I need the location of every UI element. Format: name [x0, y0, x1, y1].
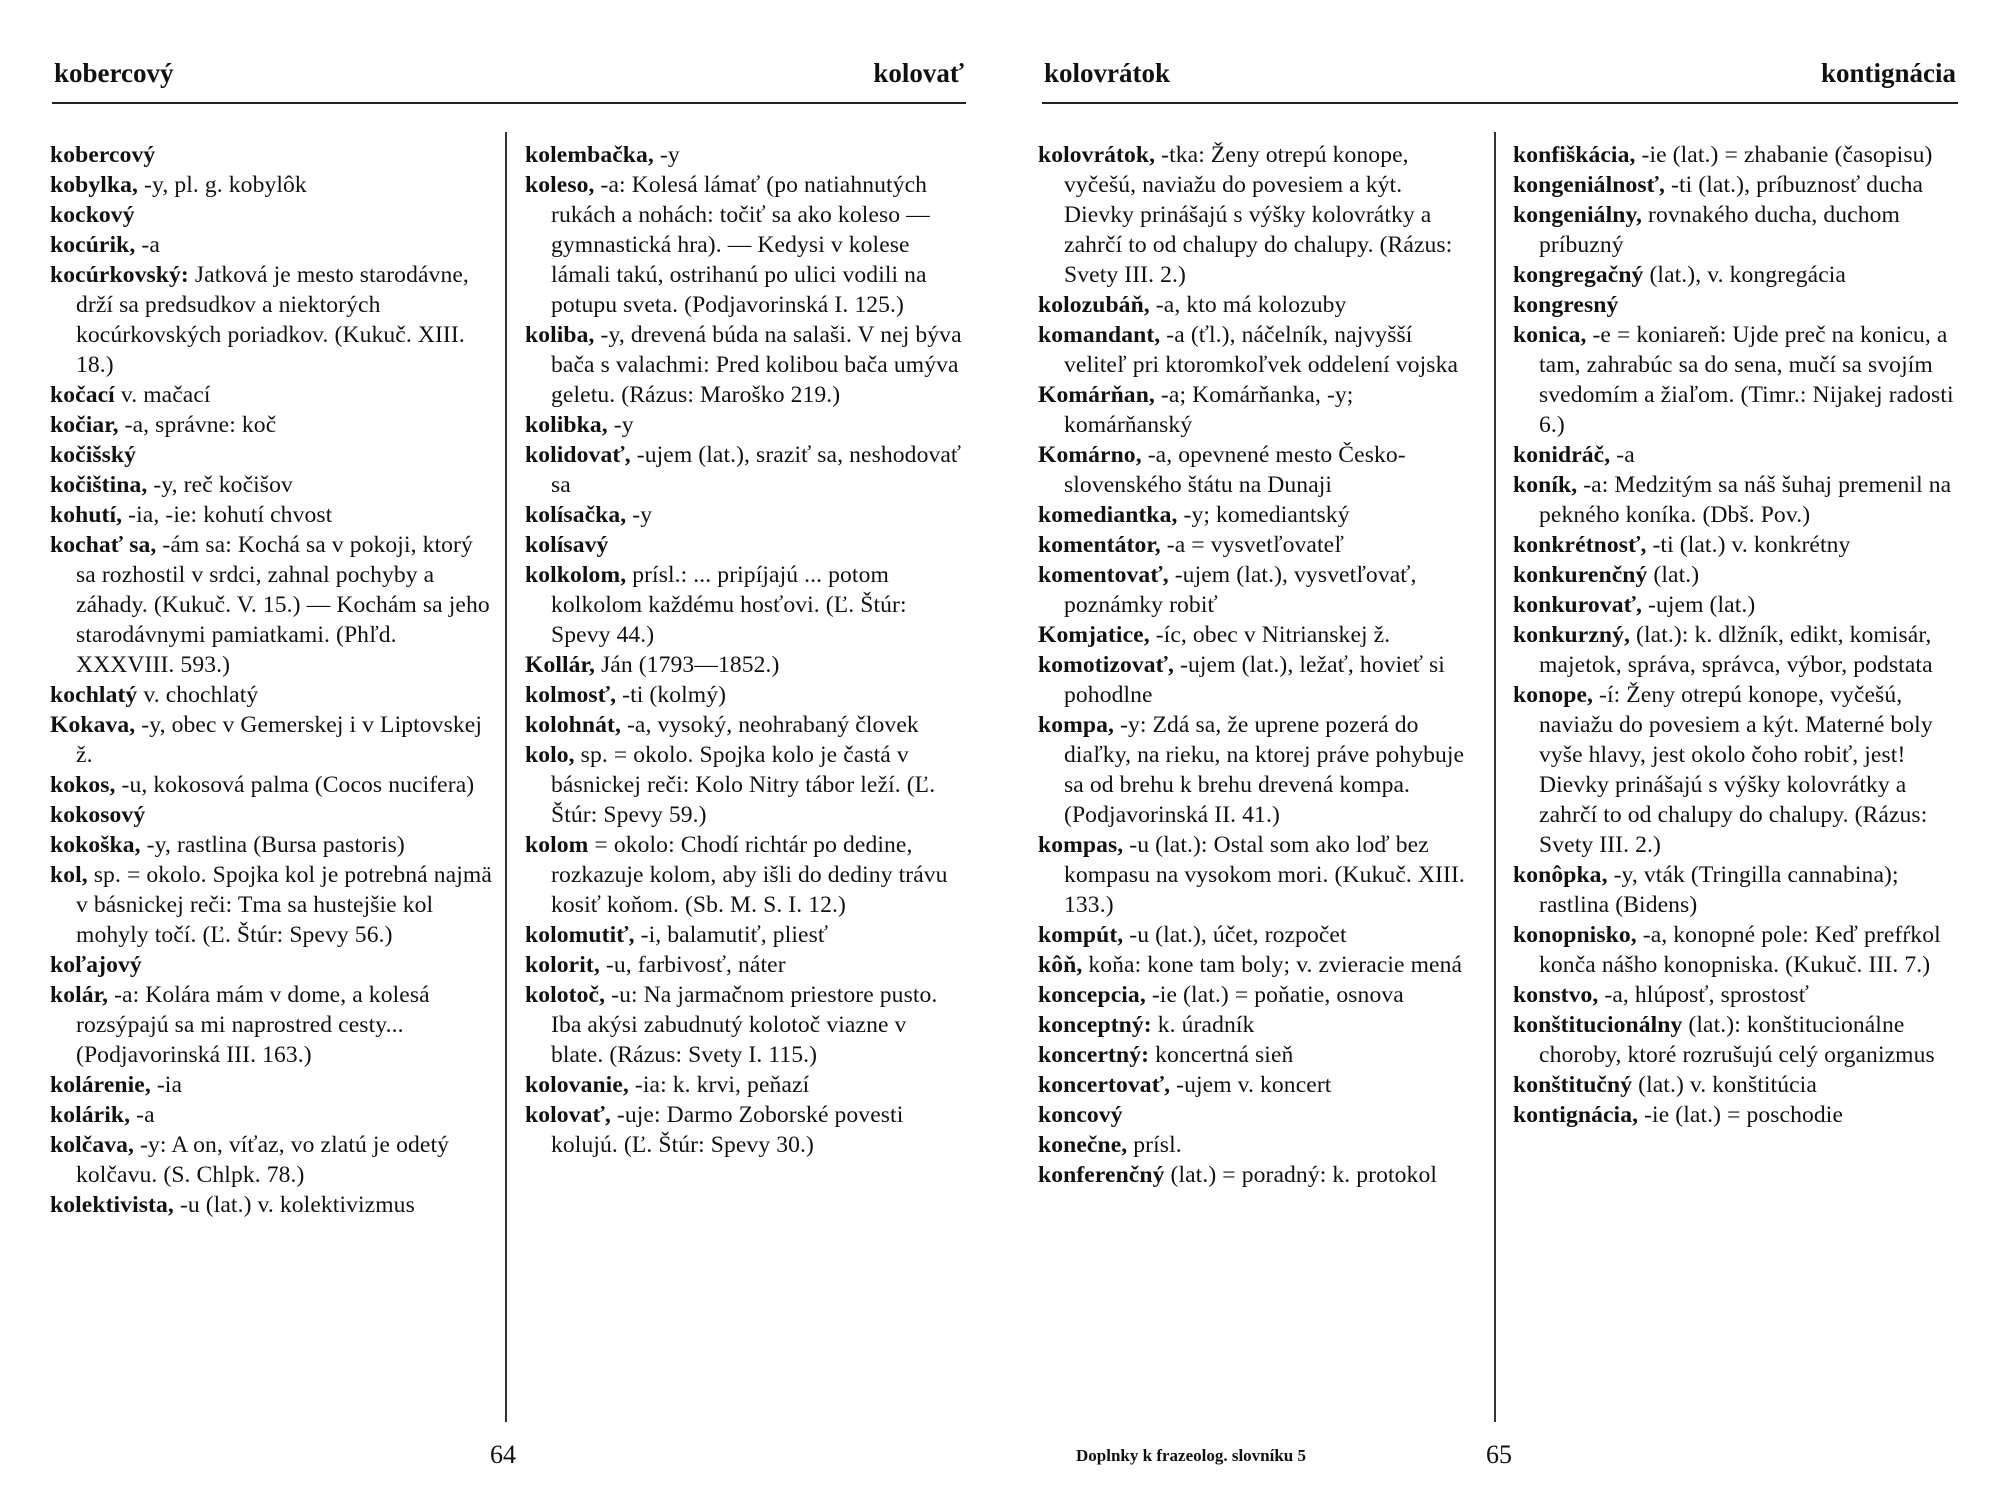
dictionary-entry — [525, 1070, 963, 1100]
entry-text: -í: Ženy otrepú konope, vyčešú, naviažu do povesiem a kýt. Materné boly vyše hlavy, jest okolo čoho robiť, jest! Dievky prinášajú s výšky kolovrátky a zahrčí to od chalupy do chalupy. (Rázus: Svety III. 2.) — [1539, 682, 1933, 858]
dictionary-entry — [1038, 1160, 1476, 1190]
entry-text: -ujem v. koncert — [1170, 1072, 1332, 1098]
dictionary-entry — [1038, 1070, 1476, 1100]
headword: kol, — [50, 862, 88, 888]
entry-text: -ie (lat.) = poschodie — [1638, 1102, 1844, 1128]
entry-text: -ia, -ie: kohutí chvost — [122, 502, 333, 528]
headword: konečne, — [1038, 1132, 1128, 1158]
dictionary-entry — [525, 650, 963, 680]
entry-text: sp. = okolo. Spojka kolo je častá v básnickej reči: Kolo Nitry tábor leží. (Ľ. Štúr: Spevy 59.) — [551, 742, 936, 828]
headword: koľajový — [50, 952, 142, 978]
entry-text: -u, farbivosť, náter — [599, 952, 786, 978]
dictionary-entry — [1038, 500, 1476, 530]
headword: kockový — [50, 202, 135, 228]
page-number: 64 — [490, 1440, 516, 1469]
dictionary-entry — [525, 980, 963, 1070]
headword: koncový — [1038, 1102, 1123, 1128]
headword: kochlatý — [50, 682, 138, 708]
headword: kongregačný — [1513, 262, 1644, 288]
headword: kolísavý — [525, 532, 609, 558]
entry-text: = okolo: Chodí richtár po dedine, rozkazuje kolom, aby išli do dediny trávu kosiť koňom. (Sb. M. S. I. 12.) — [551, 832, 948, 918]
headword: kolárik, — [50, 1102, 131, 1128]
dictionary-entry — [1038, 380, 1476, 440]
dictionary-entry — [525, 680, 963, 710]
dictionary-entry — [50, 260, 498, 380]
entry-text: v. mačací — [114, 382, 211, 408]
dictionary-entry — [50, 500, 498, 530]
entry-text: (lat.) — [1647, 562, 1700, 588]
entry-text: -y, drevená búda na salaši. V nej býva bača s valachmi: Pred kolibou bača umýva geletu. (Rázus: Maroško 219.) — [551, 322, 962, 408]
dictionary-entry — [50, 1130, 498, 1190]
headword: konopnisko, — [1513, 922, 1637, 948]
entry-text: -y, rastlina (Bursa pastoris) — [140, 832, 405, 858]
entry-text: -y — [653, 142, 680, 168]
column-divider — [505, 132, 507, 1422]
dictionary-entry — [50, 950, 498, 980]
entry-text: (lat.): k. dlžník, edikt, komisár, majetok, správa, správca, výbor, podstata — [1539, 622, 1933, 678]
column-divider — [1494, 132, 1496, 1422]
dictionary-entry — [525, 440, 963, 500]
headword: konkurovať, — [1513, 592, 1643, 618]
running-head-first-word: kobercový — [54, 58, 174, 88]
entry-text: -y — [607, 412, 634, 438]
entry-text: -a: Kolesá lámať (po natiahnutých rukách a nohách: točiť sa ako koleso — gymnastická hra). — Kedysi v kolese lámali takú, ostrihanú po ulici vodili na potupu sveta. (Podjavorinská I. 125.) — [551, 172, 930, 318]
headword: kolár, — [50, 982, 109, 1008]
headword: konope, — [1513, 682, 1594, 708]
dictionary-entry — [525, 410, 963, 440]
dictionary-entry — [50, 170, 498, 200]
dictionary-entry — [1038, 920, 1476, 950]
headword: koliba, — [525, 322, 595, 348]
headword: kočišský — [50, 442, 137, 468]
entry-text: -ujem (lat.), vysvetľovať, poznámky robiť — [1064, 562, 1417, 618]
dictionary-entry — [50, 1100, 498, 1130]
entry-text: -y, reč kočišov — [147, 472, 293, 498]
dictionary-entry — [525, 560, 963, 650]
headword: kolom — [525, 832, 589, 858]
dictionary-entry — [1513, 680, 1961, 860]
dictionary-entry — [1513, 170, 1961, 200]
dictionary-entry — [50, 530, 498, 680]
headword: konkurzný, — [1513, 622, 1631, 648]
entry-text: -a, konopné pole: Keď prefŕkol konča nášho konopniska. (Kukuč. III. 7.) — [1539, 922, 1941, 978]
headword: koník, — [1513, 472, 1578, 498]
dictionary-entry — [1038, 1010, 1476, 1040]
headword: kočiar, — [50, 412, 119, 438]
running-head — [54, 58, 964, 98]
dictionary-entry — [1513, 980, 1961, 1010]
headword: kohutí, — [50, 502, 123, 528]
dictionary-entry — [1513, 440, 1961, 470]
entry-text: (lat.), v. kongregácia — [1643, 262, 1846, 288]
dictionary-entry — [50, 200, 498, 230]
dictionary-entry — [1038, 950, 1476, 980]
entry-text: -ti (kolmý) — [616, 682, 727, 708]
entry-text: -ujem (lat.) — [1642, 592, 1756, 618]
entry-text: -y — [626, 502, 653, 528]
headword: konkurenčný — [1513, 562, 1648, 588]
entry-text: -y, obec v Gemerskej i v Liptovskej ž. — [76, 712, 482, 768]
entry-text: prísl.: ... pripíjajú ... potom kolkolom každému hosťovi. (Ľ. Štúr: Spevy 44.) — [551, 562, 907, 648]
dictionary-entry — [525, 170, 963, 320]
headword: Komárňan, — [1038, 382, 1155, 408]
entry-text: koňa: kone tam boly; v. zvieracie mená — [1082, 952, 1463, 978]
headword: Kokava, — [50, 712, 136, 738]
headword: kolidovať, — [525, 442, 631, 468]
entry-text: -ujem (lat.), ležať, hovieť si pohodlne — [1064, 652, 1445, 708]
headword: kolozubáň, — [1038, 292, 1150, 318]
dictionary-entry — [1038, 980, 1476, 1010]
headword: kôň, — [1038, 952, 1083, 978]
dictionary-entry — [1513, 530, 1961, 560]
dictionary-entry — [50, 440, 498, 470]
dictionary-column — [1513, 140, 1961, 1130]
headword: kolektivista, — [50, 1192, 174, 1218]
headword: konceptný: — [1038, 1012, 1152, 1038]
entry-text: -ti (lat.), príbuznosť ducha — [1665, 172, 1924, 198]
entry-text: koncertná sieň — [1149, 1042, 1294, 1068]
headword: kontignácia, — [1513, 1102, 1639, 1128]
dictionary-entry — [50, 860, 498, 950]
entry-text: -y: Zdá sa, že uprene pozerá do diaľky, na rieku, na ktorej práve pohybuje sa od brehu k brehu drevená kompa. (Podjavorinská II. 41.) — [1064, 712, 1465, 828]
entry-text: -y, vták (Tringilla cannabina); rastlina (Bidens) — [1539, 862, 1899, 918]
dictionary-entry — [1038, 650, 1476, 710]
dictionary-column — [50, 140, 498, 1220]
dictionary-entry — [1038, 140, 1476, 290]
headword: kolorit, — [525, 952, 600, 978]
dictionary-entry — [1513, 260, 1961, 290]
entry-text: Jatková je mesto starodávne, drží sa predsudkov a niektorých kocúrkovských poriadkov. (Kukuč. XIII. 18.) — [76, 262, 469, 378]
dictionary-entry — [1513, 320, 1961, 440]
entry-text: -a, kto má kolozuby — [1149, 292, 1347, 318]
dictionary-entry — [50, 1190, 498, 1220]
headword: kolovrátok, — [1038, 142, 1156, 168]
headword: kobercový — [50, 142, 156, 168]
headword: kolčava, — [50, 1132, 135, 1158]
entry-text: -a, vysoký, neohrabaný človek — [620, 712, 919, 738]
entry-text: -uje: Darmo Zoborské povesti kolujú. (Ľ. Štúr: Spevy 30.) — [551, 1102, 904, 1158]
dictionary-entry — [525, 320, 963, 410]
dictionary-entry — [1513, 140, 1961, 170]
headword: kongresný — [1513, 292, 1619, 318]
entry-text: -u (lat.), účet, rozpočet — [1123, 922, 1347, 948]
entry-text: -ti (lat.) v. konkrétny — [1646, 532, 1851, 558]
headword: kokoška, — [50, 832, 141, 858]
headword: kolohnát, — [525, 712, 621, 738]
dictionary-entry — [525, 740, 963, 830]
headword: kongeniálny, — [1513, 202, 1643, 228]
entry-text: sp. = okolo. Spojka kol je potrebná najmä v básnickej reči: Tma sa hustejšie kol mohyly točí. (Ľ. Štúr: Spevy 56.) — [76, 862, 492, 948]
headword: kobylka, — [50, 172, 139, 198]
dictionary-entry — [50, 770, 498, 800]
entry-text: -a, opevnené mesto Česko-slovenského štátu na Dunaji — [1064, 442, 1406, 498]
entry-text: (lat.): konštitucionálne choroby, ktoré rozrušujú celý organizmus — [1539, 1012, 1935, 1068]
headword: kočací — [50, 382, 115, 408]
headword: kokos, — [50, 772, 116, 798]
dictionary-entry — [1513, 200, 1961, 260]
page-number: 65 — [1486, 1440, 1512, 1469]
headword: Kollár, — [525, 652, 595, 678]
entry-text: -y: A on, víťaz, vo zlatú je odetý kolčavu. (S. Chlpk. 78.) — [76, 1132, 450, 1188]
entry-text: -a — [1610, 442, 1635, 468]
dictionary-entry — [1513, 290, 1961, 320]
headword: konferenčný — [1038, 1162, 1165, 1188]
headword: kolotoč, — [525, 982, 606, 1008]
entry-text: -ie (lat.) = poňatie, osnova — [1145, 982, 1404, 1008]
entry-text: (lat.) = poradný: k. protokol — [1164, 1162, 1438, 1188]
entry-text: -y; komediantský — [1177, 502, 1350, 528]
entry-text: -a, hlúposť, sprostosť — [1598, 982, 1809, 1008]
dictionary-entry — [50, 1070, 498, 1100]
entry-text: rovnakého ducha, duchom príbuzný — [1539, 202, 1900, 258]
entry-text: -e = koniareň: Ujde preč na konicu, a tam, zahrabúc sa do sena, mučí sa svojím svedomím a žiaľom. (Timr.: Nijakej radosti 6.) — [1539, 322, 1954, 438]
headword: koleso, — [525, 172, 595, 198]
dictionary-entry — [1038, 530, 1476, 560]
dictionary-entry — [50, 710, 498, 770]
headword: kočiština, — [50, 472, 148, 498]
entry-text: -tka: Ženy otrepú konope, vyčešú, naviažu do povesiem a kýt. Dievky prinášajú s výšky kolovrátky a zahrčí to od chalupy do chalupy. (Rázus: Svety III. 2.) — [1064, 142, 1453, 288]
dictionary-column — [525, 140, 963, 1160]
entry-text: -ám sa: Kochá sa v pokoji, ktorý sa rozhostil v srdci, zahnal pochyby a záhady. (Kukuč. V. 15.) — Kochám sa jeho starodávnymi pamiatkami. (Phľd. XXXVIII. 593.) — [76, 532, 490, 678]
headword: kolovať, — [525, 1102, 611, 1128]
entry-text: -u (lat.) v. kolektivizmus — [173, 1192, 415, 1218]
dictionary-entry — [525, 140, 963, 170]
headword: Komjatice, — [1038, 622, 1150, 648]
headword: konštitucionálny — [1513, 1012, 1683, 1038]
entry-text: -íc, obec v Nitrianskej ž. — [1149, 622, 1391, 648]
headword: konica, — [1513, 322, 1587, 348]
dictionary-entry — [1513, 920, 1961, 980]
headword: kolmosť, — [525, 682, 617, 708]
dictionary-entry — [1038, 1040, 1476, 1070]
headword: Komárno, — [1038, 442, 1142, 468]
headword: koncepcia, — [1038, 982, 1146, 1008]
entry-text: -a — [135, 232, 160, 258]
dictionary-entry — [1513, 860, 1961, 920]
dictionary-entry — [50, 140, 498, 170]
headword: kolo, — [525, 742, 575, 768]
dictionary-entry — [525, 530, 963, 560]
dictionary-entry — [1038, 560, 1476, 620]
running-head-last-word: kolovať — [873, 58, 964, 88]
headword: komediantka, — [1038, 502, 1178, 528]
headword: konfiškácia, — [1513, 142, 1636, 168]
dictionary-entry — [1038, 1130, 1476, 1160]
entry-text: -u, kokosová palma (Cocos nucifera) — [115, 772, 475, 798]
entry-text: -a (ťl.), náčelník, najvyšší veliteľ pri ktoromkoľvek oddelení vojska — [1064, 322, 1459, 378]
entry-text: v. chochlatý — [137, 682, 259, 708]
headword: komotizovať, — [1038, 652, 1175, 678]
entry-text: -ia — [150, 1072, 183, 1098]
dictionary-entry — [50, 230, 498, 260]
headword: koncertovať, — [1038, 1072, 1171, 1098]
dictionary-entry — [50, 830, 498, 860]
dictionary-entry — [525, 710, 963, 740]
head-rule — [1042, 102, 1958, 104]
headword: kocúrkovský: — [50, 262, 189, 288]
headword: komentovať, — [1038, 562, 1169, 588]
headword: kokosový — [50, 802, 146, 828]
entry-text: Ján (1793—1852.) — [594, 652, 780, 678]
headword: kolibka, — [525, 412, 608, 438]
headword: konidráč, — [1513, 442, 1611, 468]
dictionary-entry — [525, 1100, 963, 1160]
dictionary-entry — [1038, 440, 1476, 500]
dictionary-entry — [50, 980, 498, 1070]
dictionary-entry — [50, 800, 498, 830]
headword: konstvo, — [1513, 982, 1599, 1008]
dictionary-entry — [1513, 1070, 1961, 1100]
headword: kongeniálnosť, — [1513, 172, 1666, 198]
entry-text: -a = vysvetľovateľ — [1160, 532, 1344, 558]
entry-text: -u: Na jarmačnom priestore pusto. Iba akýsi zabudnutý kolotoč viazne v blate. (Rázus: Svety I. 115.) — [551, 982, 938, 1068]
headword: kochať sa, — [50, 532, 157, 558]
dictionary-entry — [1038, 620, 1476, 650]
running-head-first-word: kolovrátok — [1044, 58, 1171, 88]
headword: kolovanie, — [525, 1072, 629, 1098]
headword: kolárenie, — [50, 1072, 151, 1098]
dictionary-entry — [1513, 1100, 1961, 1130]
entry-text: -a: Kolára mám v dome, a kolesá rozsýpajú sa mi naprostred cesty... (Podjavorinská III. 163.) — [76, 982, 430, 1068]
entry-text: -a: Medzitým sa náš šuhaj premenil na pekného koníka. (Dbš. Pov.) — [1539, 472, 1952, 528]
headword: kompút, — [1038, 922, 1124, 948]
headword: koncertný: — [1038, 1042, 1150, 1068]
headword: konôpka, — [1513, 862, 1608, 888]
headword: kompa, — [1038, 712, 1114, 738]
entry-text: prísl. — [1127, 1132, 1182, 1158]
headword: kolomutiť, — [525, 922, 635, 948]
dictionary-entry — [1038, 710, 1476, 830]
dictionary-entry — [50, 380, 498, 410]
headword: kolkolom, — [525, 562, 627, 588]
dictionary-entry — [1038, 1100, 1476, 1130]
entry-text: (lat.) v. konštitúcia — [1632, 1072, 1817, 1098]
entry-text: -a; Komárňanka, -y; komárňanský — [1064, 382, 1354, 438]
dictionary-entry — [1513, 560, 1961, 590]
dictionary-entry — [525, 830, 963, 920]
dictionary-entry — [50, 470, 498, 500]
dictionary-entry — [50, 680, 498, 710]
dictionary-column — [1038, 140, 1476, 1190]
head-rule — [52, 102, 966, 104]
entry-text: -i, balamutiť, pliesť — [634, 922, 829, 948]
right-page — [998, 0, 1996, 1500]
dictionary-entry — [1038, 830, 1476, 920]
dictionary-entry — [525, 950, 963, 980]
headword: komentátor, — [1038, 532, 1161, 558]
dictionary-entry — [1038, 290, 1476, 320]
dictionary-entry — [50, 410, 498, 440]
headword: konkrétnosť, — [1513, 532, 1647, 558]
entry-text: -y, pl. g. kobylôk — [138, 172, 307, 198]
entry-text: -a, správne: koč — [118, 412, 277, 438]
dictionary-entry — [525, 920, 963, 950]
dictionary-entry — [525, 500, 963, 530]
entry-text: -ujem (lat.), sraziť sa, neshodovať sa — [551, 442, 962, 498]
entry-text: -ie (lat.) = zhabanie (časopisu) — [1635, 142, 1933, 168]
dictionary-entry — [1513, 590, 1961, 620]
dictionary-entry — [1513, 470, 1961, 530]
entry-text: -a — [130, 1102, 155, 1128]
dictionary-entry — [1513, 1010, 1961, 1070]
headword: komandant, — [1038, 322, 1161, 348]
headword: kolísačka, — [525, 502, 627, 528]
entry-text: -u (lat.): Ostal som ako loď bez kompasu na vysokom mori. (Kukuč. XIII. 133.) — [1064, 832, 1465, 918]
headword: kolembačka, — [525, 142, 654, 168]
headword: kocúrik, — [50, 232, 136, 258]
running-head — [1044, 58, 1956, 98]
headword: konštitučný — [1513, 1072, 1633, 1098]
running-head-last-word: kontignácia — [1820, 58, 1956, 88]
entry-text: -ia: k. krvi, peňazí — [628, 1072, 810, 1098]
dictionary-entry — [1038, 320, 1476, 380]
footer-note: Doplnky k frazeolog. slovníku 5 — [1076, 1446, 1307, 1465]
dictionary-entry — [1513, 620, 1961, 680]
entry-text: k. úradník — [1151, 1012, 1255, 1038]
headword: kompas, — [1038, 832, 1124, 858]
